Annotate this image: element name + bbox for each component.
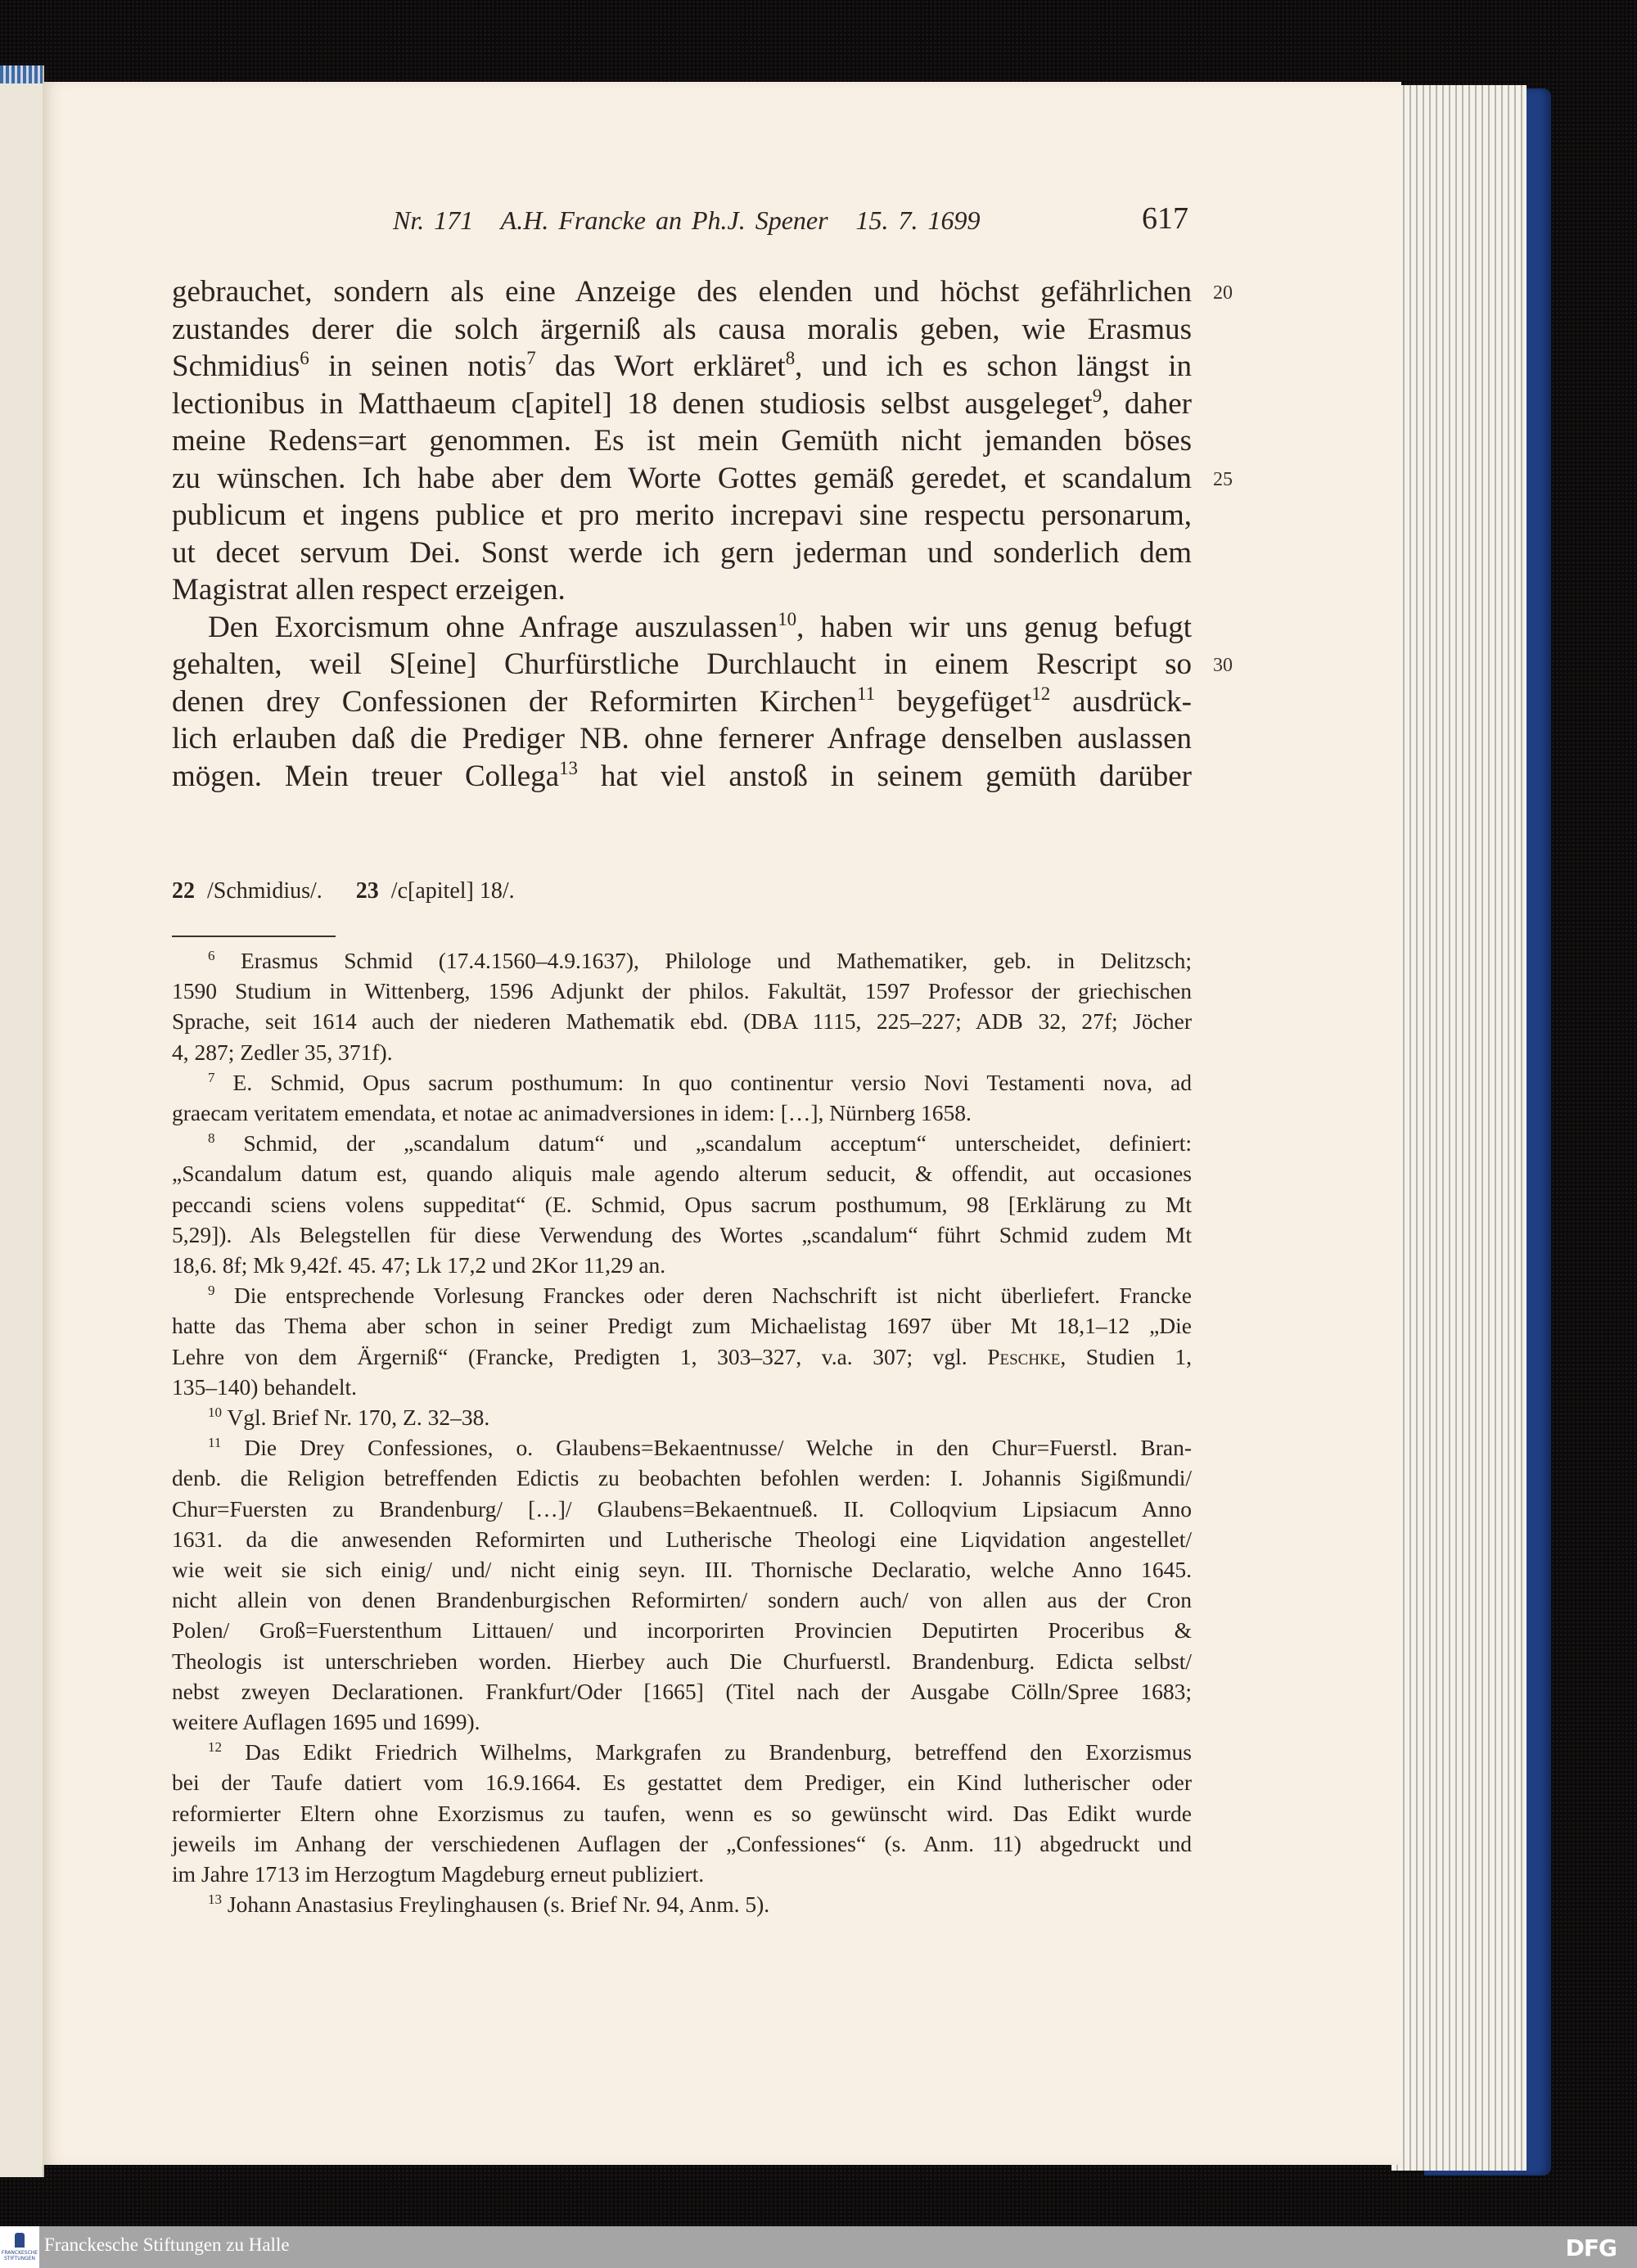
text-segment: Schmid, der „scandalum datum“ und „scandalum acceptum“ unterscheidet, definiert: <box>214 1130 1192 1157</box>
dfg-logo: DFG <box>1565 2234 1617 2261</box>
text-segment: Das Edikt Friedrich Wilhelms, Markgrafen zu Brandenburg, betreffend den Exorzismus <box>222 1739 1192 1765</box>
footnote-line <box>172 1252 1192 1278</box>
footer-bar <box>0 2226 1637 2268</box>
footnote-line <box>172 1039 1192 1066</box>
footnote-marker: 9 <box>1092 385 1103 406</box>
line-number: 20 <box>1213 282 1233 304</box>
book-page <box>43 82 1401 2165</box>
text-segment: 5,29]). Als Belegstellen für diese Verwendung des Wortes „scandalum“ führt Schmid zudem Mt <box>172 1221 1192 1247</box>
line-number: 25 <box>1213 468 1233 490</box>
text-line <box>172 313 1192 347</box>
text-segment: in seinen notis <box>309 349 527 383</box>
footnote-line <box>172 1679 1192 1705</box>
text-segment: Vgl. Brief Nr. 170, Z. 32–38. <box>222 1405 490 1430</box>
text-segment: Erasmus Schmid (17.4.1560–4.9.1637), Philologe und Mathematiker, geb. in Delitzsch; <box>214 948 1192 973</box>
text-segment: denb. die Religion betreffenden Edictis zu beobachten befohlen werden: I. Johannis Sigißmundi/ <box>172 1465 1192 1491</box>
text-segment: hat viel anstoß in seinem gemüth darüber <box>578 759 1193 793</box>
footnote-line <box>172 1161 1192 1187</box>
text-segment: ut decet servum Dei. Sonst werde ich gern jederman und sonderlich dem <box>172 535 1192 570</box>
text-segment: im Jahre 1713 im Herzogtum Magdeburg erneut publiziert. <box>172 1861 705 1887</box>
footnote-line <box>172 948 1192 974</box>
institution-logo: FRANCKESCHE STIFTUNGEN <box>0 2226 39 2268</box>
footnote-line <box>172 1617 1192 1644</box>
text-line <box>172 647 1192 682</box>
text-line <box>172 722 1192 756</box>
text-line <box>172 573 1192 607</box>
footnote-line <box>172 1405 1192 1431</box>
footnote-line <box>172 1222 1192 1248</box>
text-segment: meine Redens=art genommen. Es ist mein Gemüth nicht jemanden böses <box>172 424 1192 458</box>
text-segment: „Scandalum datum est, quando aliquis male agendo alterum seducit, & offendit, aut occasiones <box>172 1161 1192 1187</box>
footnote-marker: 8 <box>785 348 796 369</box>
text-line <box>172 536 1192 570</box>
text-segment: beygefüget <box>875 684 1032 719</box>
text-segment: Magistrat allen respect erzeigen. <box>172 573 566 606</box>
text-line <box>172 387 1192 422</box>
text-segment: mögen. Mein treuer Collega <box>172 759 560 793</box>
footnote-line <box>172 1831 1192 1857</box>
text-segment: lectionibus in Matthaeum c[apitel] 18 denen studiosis selbst ausgeleget <box>172 386 1093 421</box>
footnote-rule <box>172 936 336 937</box>
letter-number: Nr. 171 <box>393 205 474 235</box>
footnote-line <box>172 978 1192 1004</box>
footnote-line <box>172 1801 1192 1827</box>
footnote-marker: 11 <box>208 1434 222 1450</box>
footnote-line <box>172 1739 1192 1765</box>
footnote-line <box>172 1496 1192 1522</box>
text-line <box>172 757 1193 794</box>
text-segment: , Studien 1, <box>1060 1343 1192 1369</box>
footnote-line <box>172 1130 1192 1157</box>
text-segment: , haben wir uns genug befugt <box>796 610 1193 644</box>
footnote-line <box>172 1770 1192 1796</box>
footnote-marker: 11 <box>857 683 876 704</box>
text-segment: gebrauchet, sondern als eine Anzeige des elenden und höchst gefährlichen <box>172 275 1192 309</box>
footnote-marker: 9 <box>208 1282 215 1298</box>
footnote-marker: 6 <box>208 947 215 963</box>
text-segment: Polen/ Groß=Fuerstenthum Littauen/ und incorporirten Provincien Deputirten Proceribus & <box>172 1617 1192 1644</box>
apparatus-entry: /c[apitel] 18/. <box>390 878 515 904</box>
text-segment: 1631. da die anwesenden Reformirten und Lutherische Theologi eine Liqvidation angestellet/ <box>172 1526 1192 1552</box>
text-segment: bei der Taufe datiert vom 16.9.1664. Es gestattet dem Prediger, ein Kind lutherischer oder <box>172 1770 1192 1796</box>
footnote-marker: 7 <box>526 348 536 369</box>
text-segment: Schmidius <box>172 349 300 383</box>
text-segment: nebst zweyen Declarationen. Frankfurt/Oder [1665] (Titel nach der Ausgabe Cölln/Spree 1683; <box>172 1678 1192 1704</box>
text-segment: Die entsprechende Vorlesung Franckes oder deren Nachschrift ist nicht überliefert. Francke <box>214 1283 1192 1309</box>
footnote-line <box>172 1557 1192 1583</box>
text-segment: , und ich es schon längst in <box>795 349 1192 383</box>
text-segment: hatte das Thema aber schon in seiner Predigt zum Michaelistag 1697 über Mt 18,1–12 „Die <box>172 1313 1192 1339</box>
page-number: 617 <box>1142 201 1188 236</box>
footnote-line <box>172 1192 1192 1218</box>
text-segment: Lehre von dem Ärgerniß“ (Francke, Predigten 1, 303–327, v.a. 307; vgl. <box>172 1343 988 1369</box>
small-caps-name: Peschke <box>987 1343 1061 1369</box>
footnote-line <box>172 1070 1192 1096</box>
text-segment: gehalten, weil S[eine] Churfürstliche Durchlaucht in einem Rescript so <box>172 647 1192 681</box>
text-segment: peccandi sciens volens suppeditat“ (E. Schmid, Opus sacrum posthumum, 98 [Erklärung zu Mt <box>172 1191 1192 1217</box>
text-line <box>172 685 1192 719</box>
footnote-line <box>172 1283 1192 1309</box>
text-segment: Den Exorcismum ohne Anfrage auszulassen <box>208 610 778 644</box>
text-segment: , daher <box>1102 386 1192 421</box>
text-segment: Theologis ist unterschrieben worden. Hierbey auch Die Churfuerstl. Brandenburg. Edicta selbst/ <box>172 1648 1192 1674</box>
apparatus-entry: /Schmidius/. <box>207 878 322 904</box>
footnote-line <box>172 1526 1192 1553</box>
critical-apparatus <box>172 877 515 905</box>
text-segment: Die Drey Confessiones, o. Glaubens=Bekaentnusse/ Welche in den Chur=Fuerstl. Bran- <box>221 1435 1192 1461</box>
footnote-line <box>172 1892 1192 1918</box>
text-segment: das Wort erkläret <box>535 349 786 383</box>
text-segment: 135–140) behandelt. <box>172 1373 358 1400</box>
text-segment: reformierter Eltern ohne Exorzismus zu taufen, wenn es so gewünscht wird. Das Edikt wurde <box>172 1800 1192 1826</box>
text-segment: weitere Auflagen 1695 und 1699). <box>172 1709 480 1734</box>
left-page-tab <box>0 65 43 83</box>
footnote-line <box>172 1100 1192 1126</box>
footnote-line <box>172 1008 1192 1035</box>
correspondents: A.H. Francke an Ph.J. Spener <box>500 205 828 235</box>
footnote-line <box>172 1709 1192 1735</box>
text-line <box>172 462 1192 496</box>
page-edges <box>1391 85 1527 2171</box>
left-page-edge <box>0 65 44 2177</box>
line-number: 30 <box>1213 655 1233 676</box>
text-segment: lich erlauben daß die Prediger NB. ohne fernerer Anfrage denselben auslassen <box>172 722 1192 755</box>
text-line <box>172 349 1192 384</box>
text-line <box>172 424 1192 458</box>
apparatus-line-ref: 22 <box>172 878 195 904</box>
text-segment: nicht allein von denen Brandenburgischen Reformirten/ sondern auch/ von allen aus der Cron <box>172 1587 1192 1613</box>
text-segment: zu wünschen. Ich habe aber dem Worte Gottes gemäß geredet, et scandalum <box>172 461 1192 495</box>
text-segment: ausdrück- <box>1050 684 1192 719</box>
text-line <box>172 608 1193 645</box>
footnote-marker: 12 <box>1031 683 1051 704</box>
footnote-line <box>172 1587 1192 1613</box>
apparatus-line-ref: 23 <box>355 878 379 904</box>
text-line <box>172 275 1192 309</box>
footnote-marker: 7 <box>208 1069 215 1085</box>
text-line <box>172 498 1192 533</box>
text-segment: Sprache, seit 1614 auch der niederen Mathematik ebd. (DBA 1115, 225–227; ADB 32, 27f; Jöcher <box>172 1008 1192 1035</box>
footnote-marker: 10 <box>778 608 797 629</box>
text-segment: denen drey Confessionen der Reformirten Kirchen <box>172 684 857 719</box>
institution-name: Franckesche Stiftungen zu Halle <box>44 2234 290 2255</box>
text-segment: graecam veritatem emendata, et notae ac animadversiones in idem: […], Nürnberg 1658. <box>172 1100 972 1125</box>
text-segment: Chur=Fuersten zu Brandenburg/ […]/ Glaubens=Bekaentnueß. II. Colloqvium Lipsiacum Anno <box>172 1495 1192 1522</box>
running-header <box>393 205 999 236</box>
text-segment: jeweils im Anhang der verschiedenen Auflagen der „Confessiones“ (s. Anm. 11) abgedruckt und <box>172 1830 1192 1856</box>
text-segment: E. Schmid, Opus sacrum posthumum: In quo continentur versio Novi Testamenti nova, ad <box>214 1069 1192 1095</box>
text-segment: 1590 Studium in Wittenberg, 1596 Adjunkt der philos. Fakultät, 1597 Professor der griechischen <box>172 978 1192 1004</box>
footnote-marker: 6 <box>300 348 309 369</box>
footnote-line <box>172 1648 1192 1675</box>
footnote-line <box>172 1861 1192 1887</box>
footnote-line <box>172 1374 1192 1400</box>
footnote-line <box>172 1313 1192 1339</box>
text-segment: zustandes derer die solch ärgerniß als causa moralis geben, wie Erasmus <box>172 312 1192 346</box>
text-segment: 4, 287; Zedler 35, 371f). <box>172 1039 393 1065</box>
footnote-marker: 13 <box>208 1891 223 1907</box>
footnote-line <box>172 1465 1192 1491</box>
letter-date: 15. 7. 1699 <box>855 205 981 235</box>
footnote-marker: 12 <box>208 1738 223 1755</box>
footnote-marker: 10 <box>208 1404 223 1420</box>
footnote-marker: 8 <box>208 1129 215 1146</box>
footnote-line <box>172 1435 1192 1461</box>
footnote-marker: 13 <box>559 757 578 778</box>
text-segment: wie weit sie sich einig/ und/ nicht einig seyn. III. Thornische Declaratio, welche Anno 1645. <box>172 1557 1192 1582</box>
footnote-line <box>172 1344 1192 1370</box>
text-segment: 18,6. 8f; Mk 9,42f. 45. 47; Lk 17,2 und 2Kor 11,29 an. <box>172 1252 666 1278</box>
text-segment: publicum et ingens publice et pro merito increpavi sine respectu personarum, <box>172 498 1192 532</box>
text-segment: Johann Anastasius Freylinghausen (s. Brief Nr. 94, Anm. 5). <box>222 1892 770 1918</box>
